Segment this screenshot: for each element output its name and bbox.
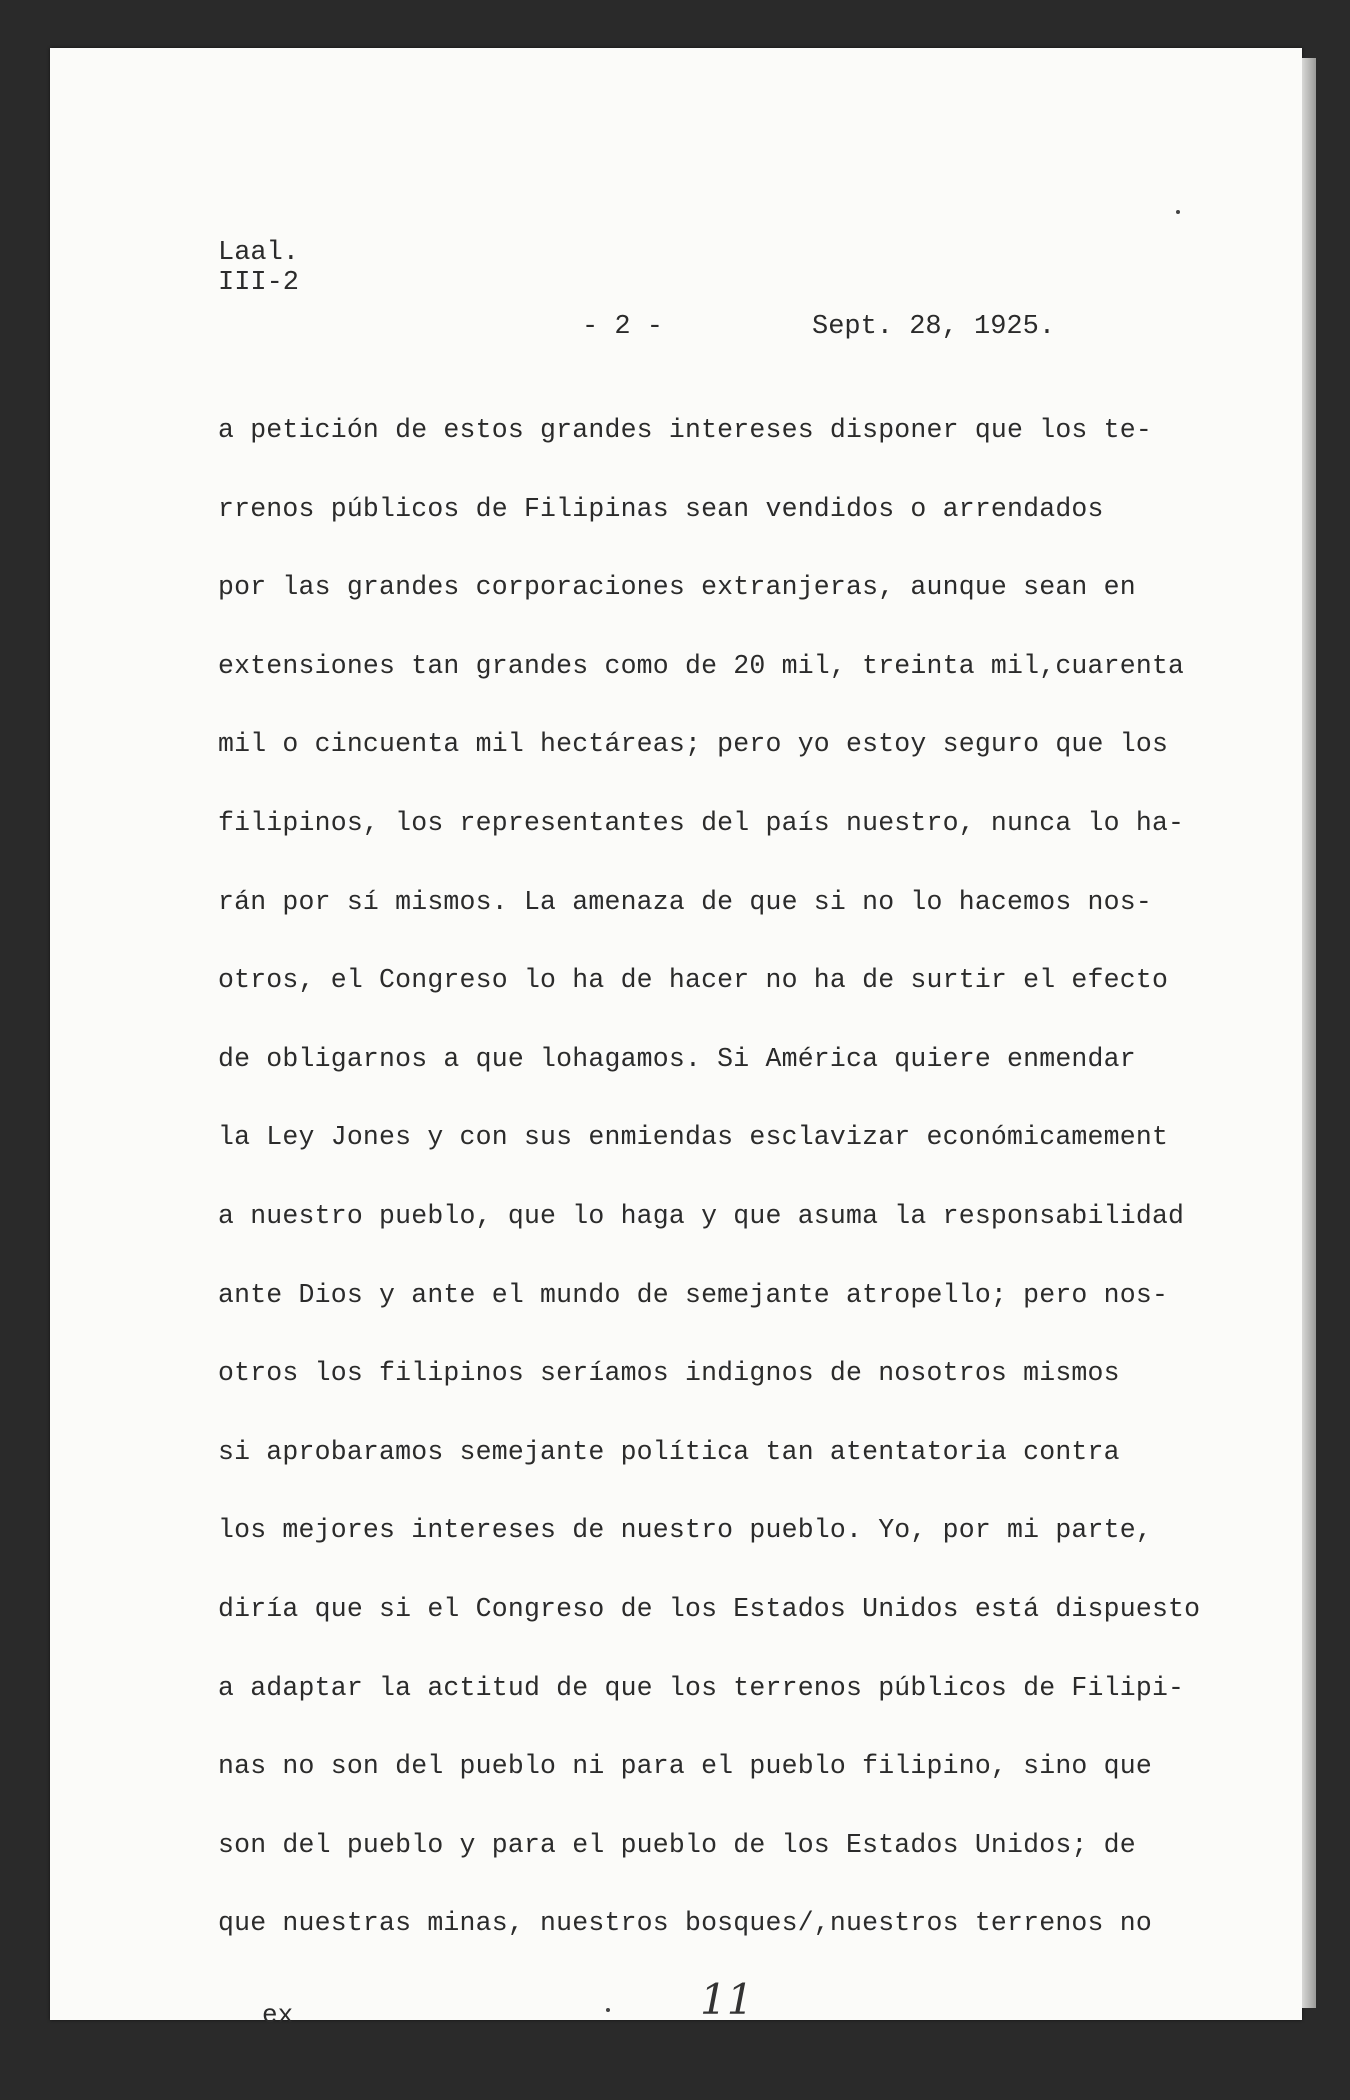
text-line: son del pueblo y para el pueblo de los Estados Unidos; de (218, 1829, 1136, 1860)
text-line: rrenos públicos de Filipinas sean vendidos o arrendados (218, 493, 1104, 524)
text-line: de obligarnos a que lohagamos. Si América quiere enmendar (218, 1043, 1136, 1074)
text-line: los mejores intereses de nuestro pueblo. Yo, por mi parte, (218, 1515, 1152, 1546)
paper-speck (606, 2008, 610, 2012)
typed-footer-mark: ex (262, 2000, 294, 2030)
text-line: nas no son del pueblo ni para el pueblo filipino, sino que (218, 1751, 1152, 1782)
text-line: si aprobaramos semejante política tan atentatoria contra (218, 1436, 1120, 1467)
text-line: filipinos, los representantes del país nuestro, nunca lo ha- (218, 807, 1185, 838)
text-line: por las grandes corporaciones extranjeras, aunque sean en (218, 572, 1136, 603)
text-line: a petición de estos grandes intereses disponer que los te- (218, 415, 1152, 445)
handwritten-mark: 11 (700, 1975, 754, 2024)
text-line: rán por sí mismos. La amenaza de que si no lo hacemos nos- (218, 886, 1152, 917)
text-line: diría que si el Congreso de los Estados Unidos está dispuesto (218, 1593, 1201, 1624)
reference-line-1: Laal. (218, 238, 300, 268)
document-date: Sept. 28, 1925. (812, 312, 1056, 342)
text-line: otros los filipinos seríamos indignos de nosotros mismos (218, 1358, 1120, 1389)
text-line: extensiones tan grandes como de 20 mil, treinta mil,cuarenta (218, 650, 1185, 681)
page-edge (1302, 58, 1316, 2008)
reference-line-2: III-2 (218, 268, 300, 298)
text-line: otros, el Congreso lo ha de hacer no ha de surtir el efecto (218, 965, 1169, 996)
text-line: a adaptar la actitud de que los terrenos públicos de Filipi- (218, 1672, 1185, 1703)
reference-header (218, 238, 299, 298)
text-line: la Ley Jones y con sus enmiendas esclavizar económicamement (218, 1122, 1169, 1153)
text-line: que nuestras minas, nuestros bosques/,nuestros terrenos no (218, 1908, 1152, 1939)
text-line: ante Dios y ante el mundo de semejante atropello; pero nos- (218, 1279, 1169, 1310)
body-text (218, 410, 1200, 1982)
page-number: - 2 - (582, 312, 664, 342)
text-line: a nuestro pueblo, que lo haga y que asuma la responsabilidad (218, 1200, 1185, 1231)
paper-speck (1176, 210, 1180, 214)
text-line: mil o cincuenta mil hectáreas; pero yo estoy seguro que los (218, 729, 1169, 760)
